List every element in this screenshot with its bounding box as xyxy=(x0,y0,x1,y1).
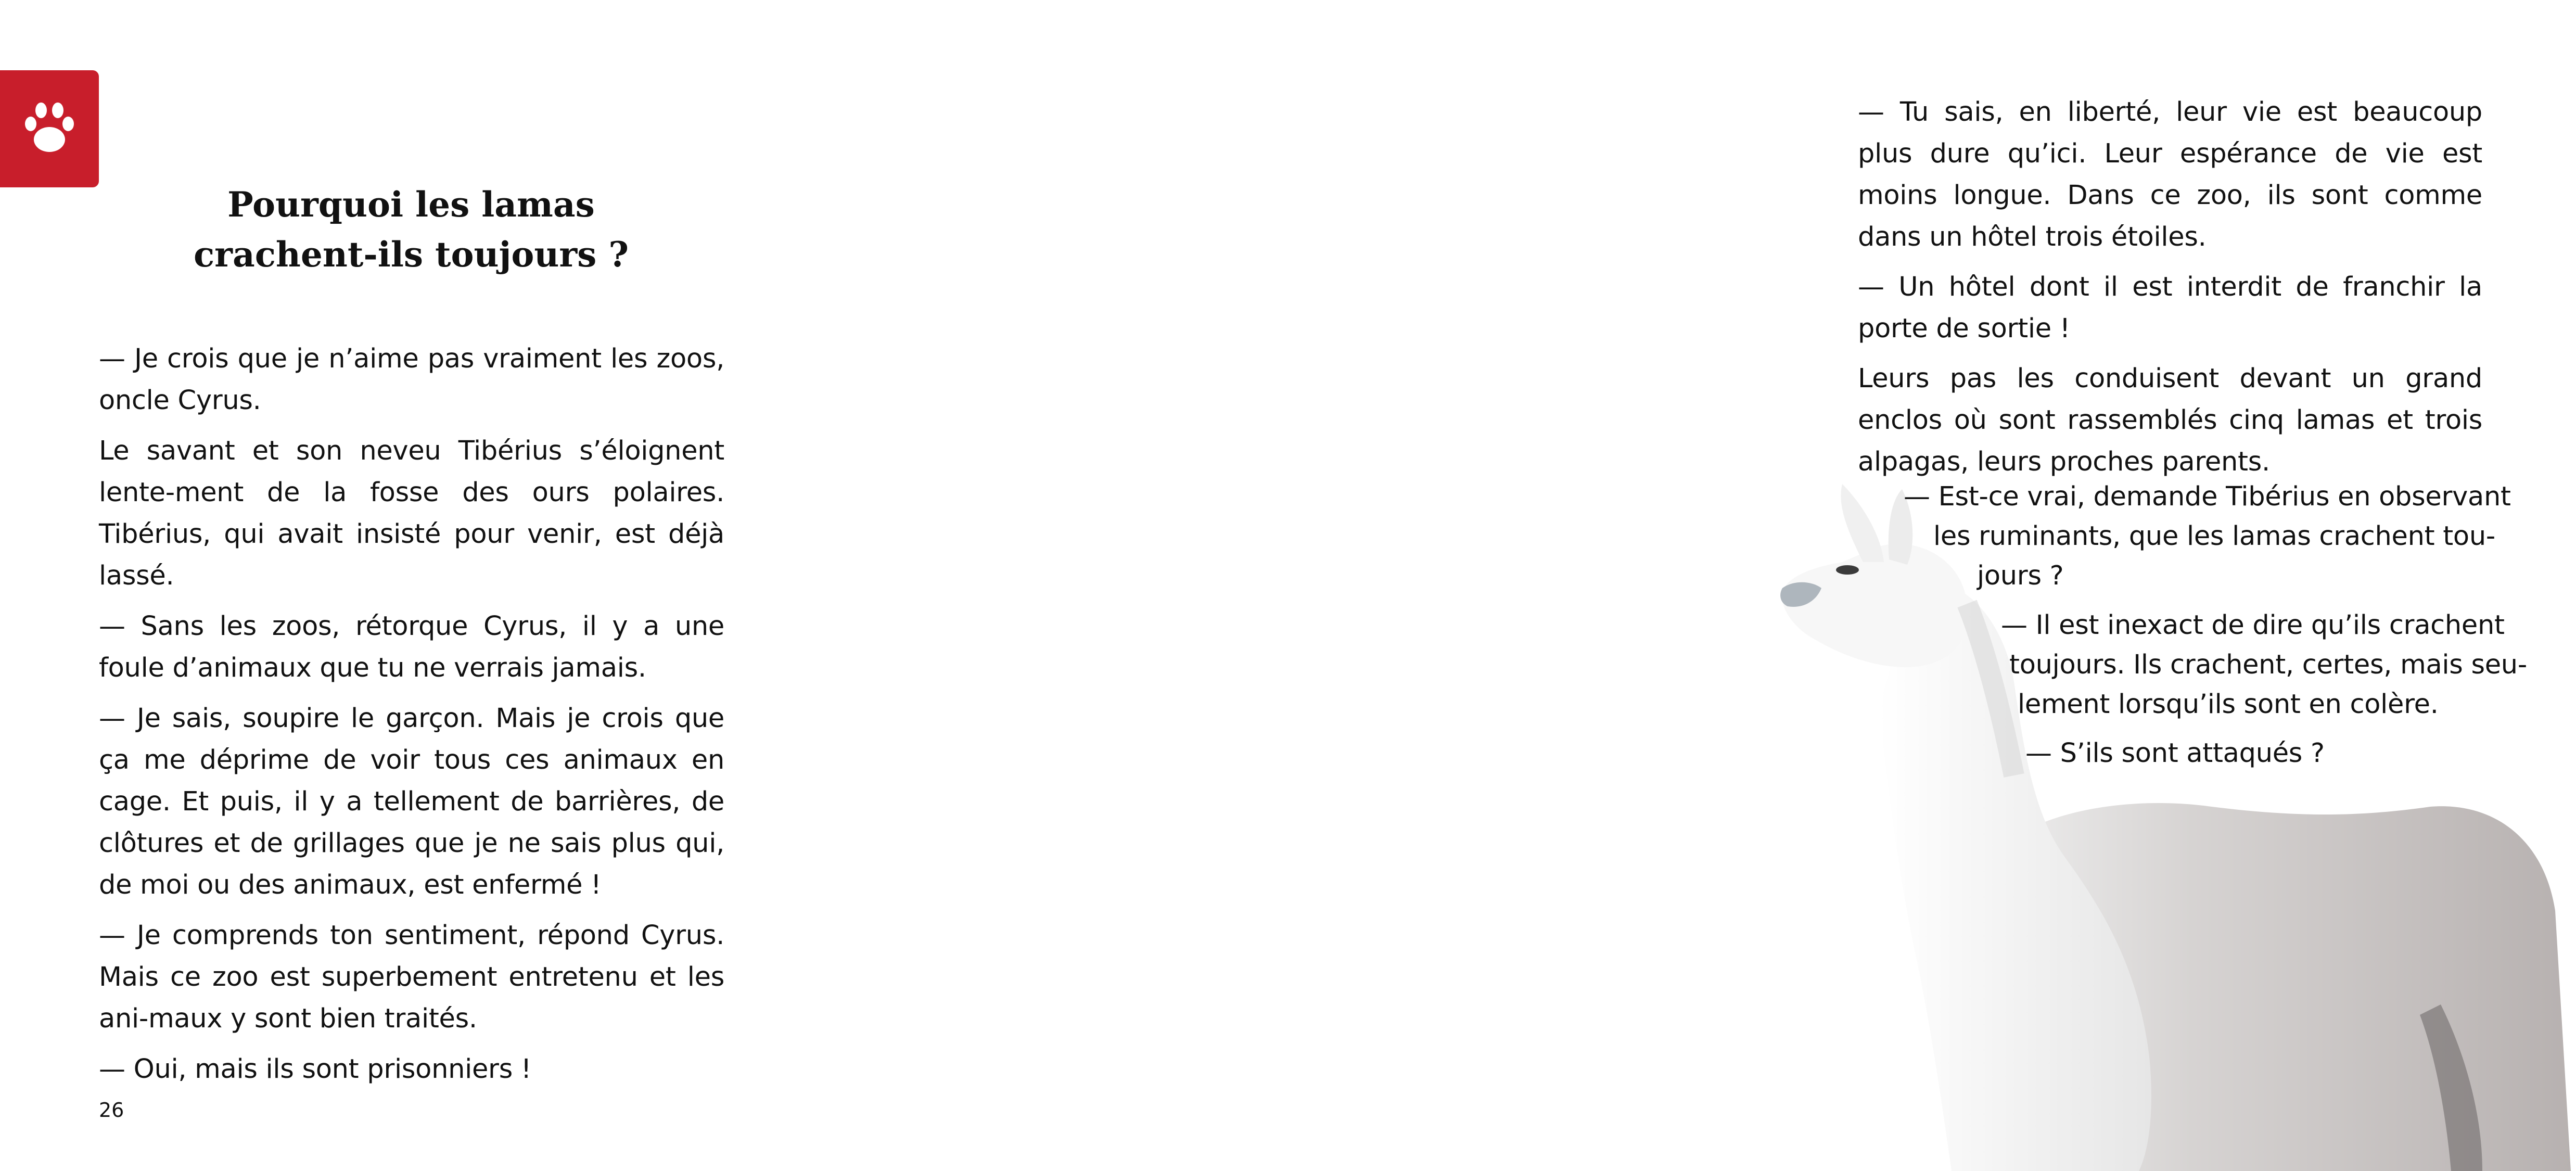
dialogue-1 xyxy=(1904,477,2511,596)
dialogue-3 xyxy=(2025,734,2325,773)
paragraph: — Je comprends ton sentiment, répond Cyrus. Mais ce zoo est superbement entretenu et les ani-maux y sont bien traités. xyxy=(99,920,724,1034)
chapter-title xyxy=(120,180,703,279)
chapter-title-line-2: crachent-ils toujours ? xyxy=(194,234,629,275)
dialogue-line: toujours. Ils crachent, certes, mais seu- xyxy=(2009,650,2527,680)
dialogue-line: jours ? xyxy=(1977,561,2064,591)
chapter-title-line-1: Pourquoi les lamas xyxy=(227,184,595,225)
page-number: 26 xyxy=(99,1099,124,1122)
dialogue-line: — S’ils sont attaqués ? xyxy=(2025,738,2325,769)
paragraph: — Tu sais, en liberté, leur vie est beaucoup plus dure qu’ici. Leur espérance de vie est moins longue. Dans ce zoo, ils sont comme dans un hôtel trois étoiles. xyxy=(1858,97,2482,252)
paragraph: — Je crois que je n’aime pas vraiment les zoos, oncle Cyrus. xyxy=(99,343,724,416)
paw-icon xyxy=(23,99,75,156)
paragraph: Le savant et son neveu Tibérius s’éloignent lente-ment de la fosse des ours polaires. Tibérius, qui avait insisté pour venir, est déjà lassé. xyxy=(99,436,724,591)
left-page xyxy=(0,0,859,1171)
right-page xyxy=(859,0,2527,1171)
paragraph: Leurs pas les conduisent devant un grand enclos où sont rassemblés cinq lamas et trois alpagas, leurs proches parents. xyxy=(1858,363,2482,477)
dialogue-line: lement lorsqu’ils sont en colère. xyxy=(2018,689,2439,720)
dialogue-line: les ruminants, que les lamas crachent tou- xyxy=(1933,521,2495,552)
paragraph: — Je sais, soupire le garçon. Mais je crois que ça me déprime de voir tous ces animaux en cage. Et puis, il y a tellement de barrières, de clôtures et de grillages que je ne sais plus qui, de moi ou des animaux, est enfermé ! xyxy=(99,703,724,900)
paragraph: — Sans les zoos, rétorque Cyrus, il y a une foule d’animaux que tu ne verrais jamais. xyxy=(99,611,724,683)
left-text-body xyxy=(99,338,724,1099)
right-text-body xyxy=(1858,92,2482,491)
dialogue-line: — Est-ce vrai, demande Tibérius en observant xyxy=(1904,481,2511,512)
dialogue-2 xyxy=(2001,606,2527,724)
chapter-tab xyxy=(0,70,99,187)
paragraph: — Un hôtel dont il est interdit de franchir la porte de sortie ! xyxy=(1858,272,2482,344)
paragraph: — Oui, mais ils sont prisonniers ! xyxy=(99,1054,532,1085)
dialogue-line: — Il est inexact de dire qu’ils crachent xyxy=(2001,610,2505,641)
